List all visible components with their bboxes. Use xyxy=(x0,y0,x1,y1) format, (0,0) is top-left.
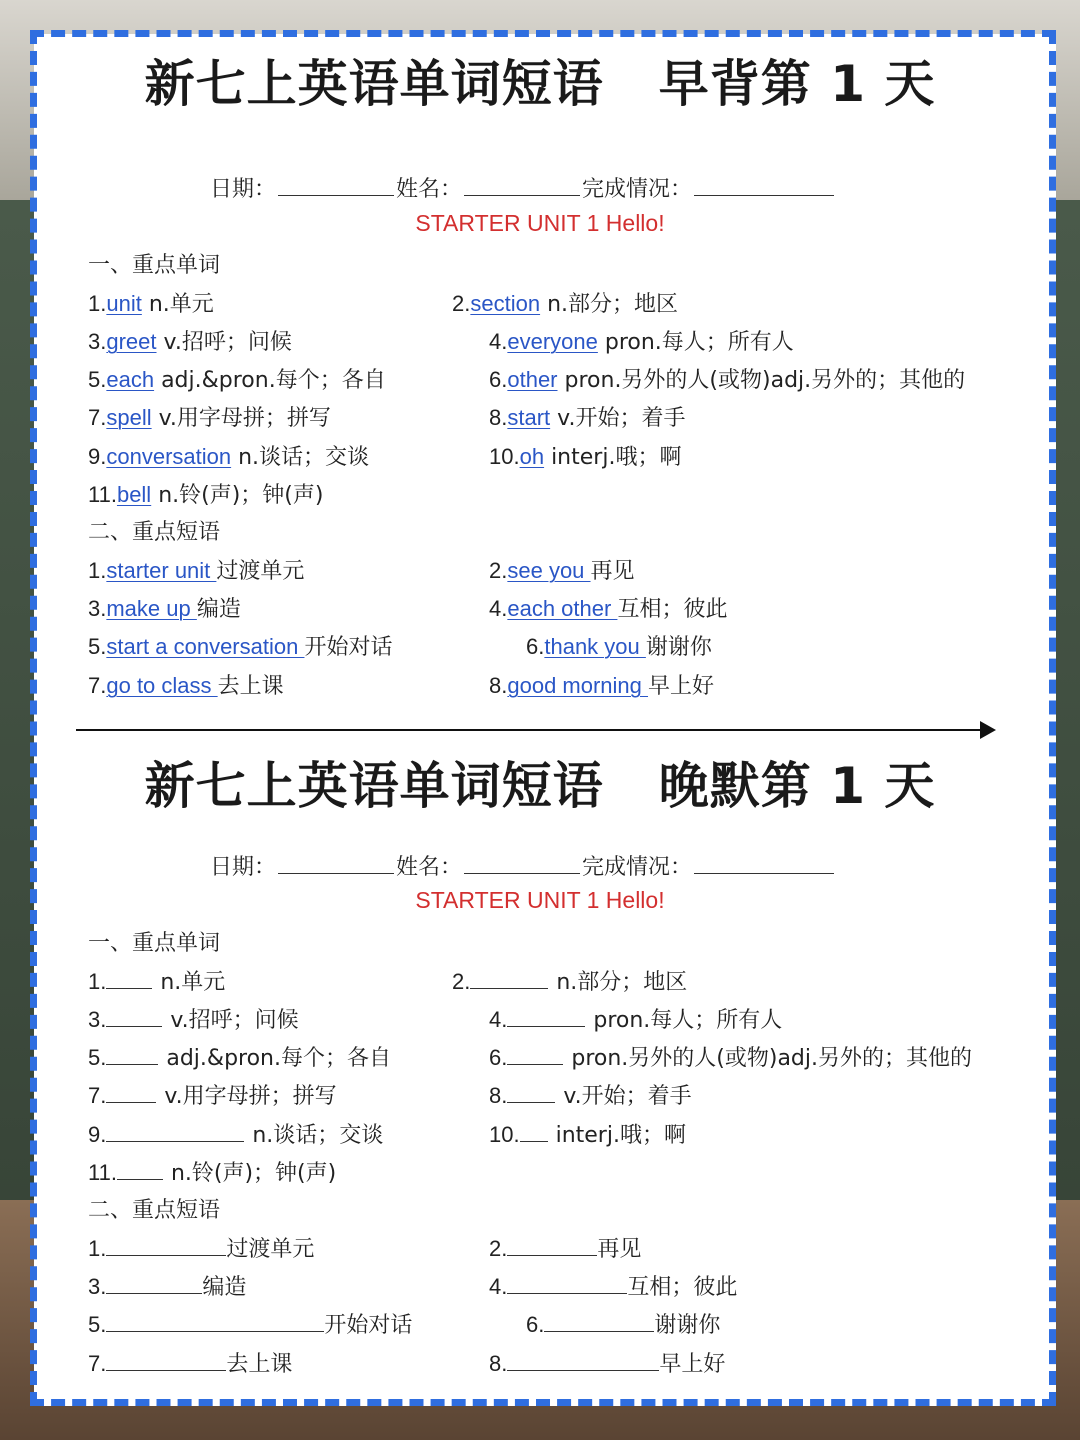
word-meaning: pron.每人；所有人 xyxy=(593,1008,783,1033)
answer-blank[interactable] xyxy=(106,1313,324,1332)
divider-line xyxy=(76,729,988,731)
answer-blank[interactable] xyxy=(106,1084,156,1103)
word-item xyxy=(88,1003,299,1034)
answer-blank[interactable] xyxy=(106,1046,158,1065)
item-number: 4. xyxy=(489,596,508,621)
phrase-meaning: 再见 xyxy=(597,1237,642,1262)
name-blank[interactable] xyxy=(464,855,580,874)
word-english: section xyxy=(470,291,541,316)
item-number: 9. xyxy=(88,444,107,469)
word-english: everyone xyxy=(507,329,598,354)
phrase-item xyxy=(489,1347,725,1378)
answer-blank[interactable] xyxy=(507,1352,659,1371)
word-item xyxy=(88,325,292,356)
word-meaning: v.用字母拼；拼写 xyxy=(151,406,331,431)
word-english: start xyxy=(507,405,551,430)
word-meaning: v.开始；着手 xyxy=(550,406,686,431)
word-meaning: adj.&pron.每个；各自 xyxy=(154,368,386,393)
phrase-english: thank you xyxy=(544,634,646,659)
word-meaning: pron.每人；所有人 xyxy=(597,330,794,355)
item-number: 4. xyxy=(489,329,508,354)
phrase-english: good morning xyxy=(507,673,649,698)
phrase-meaning: 再见 xyxy=(590,559,635,584)
phrase-item xyxy=(88,592,241,623)
word-meaning: n.谈话；交谈 xyxy=(231,445,370,470)
word-item xyxy=(489,440,681,471)
word-meaning: adj.&pron.每个；各自 xyxy=(166,1046,391,1071)
word-meaning: n.铃(声)；钟(声) xyxy=(170,1161,337,1186)
answer-blank[interactable] xyxy=(507,1008,585,1027)
answer-blank[interactable] xyxy=(507,1275,627,1294)
answer-blank[interactable] xyxy=(507,1237,597,1256)
answer-blank[interactable] xyxy=(520,1123,548,1142)
morning-title: 新七上英语单词短语 早背第 1 天 xyxy=(144,55,936,113)
answer-blank[interactable] xyxy=(106,1352,226,1371)
item-number: 1. xyxy=(88,1236,107,1261)
phrase-english: make up xyxy=(106,596,197,621)
word-item xyxy=(489,1041,972,1072)
word-english: unit xyxy=(106,291,142,316)
item-number: 3. xyxy=(88,1274,107,1299)
answer-blank[interactable] xyxy=(106,970,152,989)
answer-blank[interactable] xyxy=(117,1161,163,1180)
item-number: 3. xyxy=(88,1007,107,1032)
phrase-item xyxy=(88,1232,314,1263)
phrase-english: each other xyxy=(507,596,618,621)
morning-info-row xyxy=(210,172,836,203)
item-number: 6. xyxy=(526,634,545,659)
phrase-meaning: 编造 xyxy=(202,1275,247,1300)
item-number: 4. xyxy=(489,1274,508,1299)
item-number: 3. xyxy=(88,596,107,621)
phrase-item xyxy=(88,1270,246,1301)
item-number: 1. xyxy=(88,291,107,316)
arrow-right-icon xyxy=(980,721,996,739)
word-meaning: v.开始；着手 xyxy=(563,1084,692,1109)
item-number: 4. xyxy=(489,1007,508,1032)
phrase-meaning: 过渡单元 xyxy=(226,1237,315,1262)
phrase-item xyxy=(526,1308,720,1339)
word-item xyxy=(489,1003,782,1034)
word-item xyxy=(88,440,369,471)
evening-title: 新七上英语单词短语 晚默第 1 天 xyxy=(144,757,936,815)
item-number: 11. xyxy=(88,482,117,507)
item-number: 8. xyxy=(489,1083,508,1108)
word-item xyxy=(88,401,331,432)
item-number: 7. xyxy=(88,405,107,430)
phrase-meaning: 去上课 xyxy=(217,674,284,699)
word-item xyxy=(88,478,323,509)
word-item xyxy=(489,363,965,394)
word-meaning: v.用字母拼；拼写 xyxy=(164,1084,337,1109)
item-number: 2. xyxy=(452,969,471,994)
phrase-meaning: 互相；彼此 xyxy=(617,597,728,622)
evening-info-row xyxy=(210,850,836,881)
phrase-meaning: 开始对话 xyxy=(324,1313,413,1338)
item-number: 10. xyxy=(489,444,520,469)
word-english: oh xyxy=(519,444,545,469)
phrase-item xyxy=(88,554,304,585)
word-item xyxy=(489,401,685,432)
item-number: 8. xyxy=(489,673,508,698)
answer-blank[interactable] xyxy=(106,1275,202,1294)
word-meaning: n.铃(声)；钟(声) xyxy=(151,483,324,508)
phrase-item xyxy=(526,630,712,661)
item-number: 1. xyxy=(88,969,107,994)
phrase-item xyxy=(88,630,392,661)
phrase-english: start a conversation xyxy=(106,634,305,659)
word-item xyxy=(88,1118,383,1149)
word-item xyxy=(489,1079,692,1110)
word-item xyxy=(88,1156,336,1187)
item-number: 9. xyxy=(88,1122,107,1147)
word-meaning: n.部分；地区 xyxy=(556,970,688,995)
word-meaning: pron.另外的人(或物)adj.另外的；其他的 xyxy=(557,368,966,393)
item-number: 5. xyxy=(88,634,107,659)
answer-blank[interactable] xyxy=(507,1084,555,1103)
morning-unit-title: STARTER UNIT 1 Hello! xyxy=(415,210,665,236)
answer-blank[interactable] xyxy=(544,1313,654,1332)
word-item xyxy=(88,965,225,996)
evening-unit-title: STARTER UNIT 1 Hello! xyxy=(415,887,665,913)
item-number: 2. xyxy=(489,558,508,583)
word-meaning: interj.哦；啊 xyxy=(555,1123,686,1148)
phrase-meaning: 谢谢你 xyxy=(654,1313,721,1338)
item-number: 6. xyxy=(489,1045,508,1070)
phrase-meaning: 互相；彼此 xyxy=(627,1275,738,1300)
phrase-item xyxy=(88,1308,412,1339)
phrase-meaning: 过渡单元 xyxy=(216,559,305,584)
evening-phrases-heading: 二、重点短语 xyxy=(88,1198,221,1223)
name-blank[interactable] xyxy=(464,177,580,196)
word-meaning: v.招呼；问候 xyxy=(156,330,292,355)
word-english: other xyxy=(507,367,558,392)
item-number: 5. xyxy=(88,1045,107,1070)
evening-words-heading: 一、重点单词 xyxy=(88,931,221,956)
phrase-meaning: 开始对话 xyxy=(304,635,393,660)
date-label: 日期： xyxy=(210,177,277,202)
item-number: 2. xyxy=(452,291,471,316)
phrase-item xyxy=(88,669,284,700)
word-english: bell xyxy=(116,482,152,507)
word-meaning: pron.另外的人(或物)adj.另外的；其他的 xyxy=(571,1046,973,1071)
word-english: spell xyxy=(106,405,152,430)
item-number: 7. xyxy=(88,1083,107,1108)
item-number: 1. xyxy=(88,558,107,583)
item-number: 3. xyxy=(88,329,107,354)
item-number: 10. xyxy=(489,1122,520,1147)
item-number: 7. xyxy=(88,1351,107,1376)
answer-blank[interactable] xyxy=(507,1046,563,1065)
phrase-item xyxy=(489,1270,737,1301)
item-number: 2. xyxy=(489,1236,508,1261)
status-blank[interactable] xyxy=(694,177,834,196)
item-number: 5. xyxy=(88,367,107,392)
item-number: 8. xyxy=(489,1351,508,1376)
phrase-item xyxy=(88,1347,292,1378)
status-label: 完成情况： xyxy=(582,177,693,202)
phrase-item xyxy=(489,554,635,585)
answer-blank[interactable] xyxy=(106,1237,226,1256)
phrase-item xyxy=(489,1232,641,1263)
word-english: greet xyxy=(106,329,157,354)
phrase-english: see you xyxy=(507,558,591,583)
word-english: each xyxy=(106,367,155,392)
word-item xyxy=(88,287,214,318)
phrase-english: starter unit xyxy=(106,558,217,583)
item-number: 8. xyxy=(489,405,508,430)
word-meaning: n.单元 xyxy=(160,970,226,995)
item-number: 5. xyxy=(88,1312,107,1337)
item-number: 7. xyxy=(88,673,107,698)
phrase-meaning: 早上好 xyxy=(648,674,715,699)
name-label: 姓名： xyxy=(396,855,463,880)
morning-words-heading: 一、重点单词 xyxy=(88,253,221,278)
date-blank[interactable] xyxy=(278,177,394,196)
answer-blank[interactable] xyxy=(106,1008,162,1027)
status-label: 完成情况： xyxy=(582,855,693,880)
phrase-meaning: 早上好 xyxy=(659,1352,726,1377)
phrase-meaning: 编造 xyxy=(196,597,241,622)
item-number: 11. xyxy=(88,1160,117,1185)
phrase-item xyxy=(489,592,727,623)
word-item xyxy=(489,1118,686,1149)
status-blank[interactable] xyxy=(694,855,834,874)
word-meaning: n.部分；地区 xyxy=(540,292,679,317)
item-number: 6. xyxy=(526,1312,545,1337)
item-number: 6. xyxy=(489,367,508,392)
phrase-meaning: 谢谢你 xyxy=(645,635,712,660)
word-item xyxy=(452,965,687,996)
phrase-english: go to class xyxy=(106,673,218,698)
word-item xyxy=(489,325,794,356)
date-blank[interactable] xyxy=(278,855,394,874)
answer-blank[interactable] xyxy=(106,1123,244,1142)
word-item xyxy=(452,287,678,318)
word-item xyxy=(88,1041,391,1072)
word-item xyxy=(88,363,386,394)
date-label: 日期： xyxy=(210,855,277,880)
word-english: conversation xyxy=(106,444,232,469)
word-meaning: v.招呼；问候 xyxy=(170,1008,299,1033)
phrase-item xyxy=(489,669,714,700)
name-label: 姓名： xyxy=(396,177,463,202)
morning-phrases-heading: 二、重点短语 xyxy=(88,520,221,545)
answer-blank[interactable] xyxy=(470,970,548,989)
word-meaning: n.单元 xyxy=(141,292,214,317)
phrase-meaning: 去上课 xyxy=(226,1352,293,1377)
word-meaning: interj.哦；啊 xyxy=(544,445,682,470)
word-item xyxy=(88,1079,337,1110)
word-meaning: n.谈话；交谈 xyxy=(252,1123,384,1148)
